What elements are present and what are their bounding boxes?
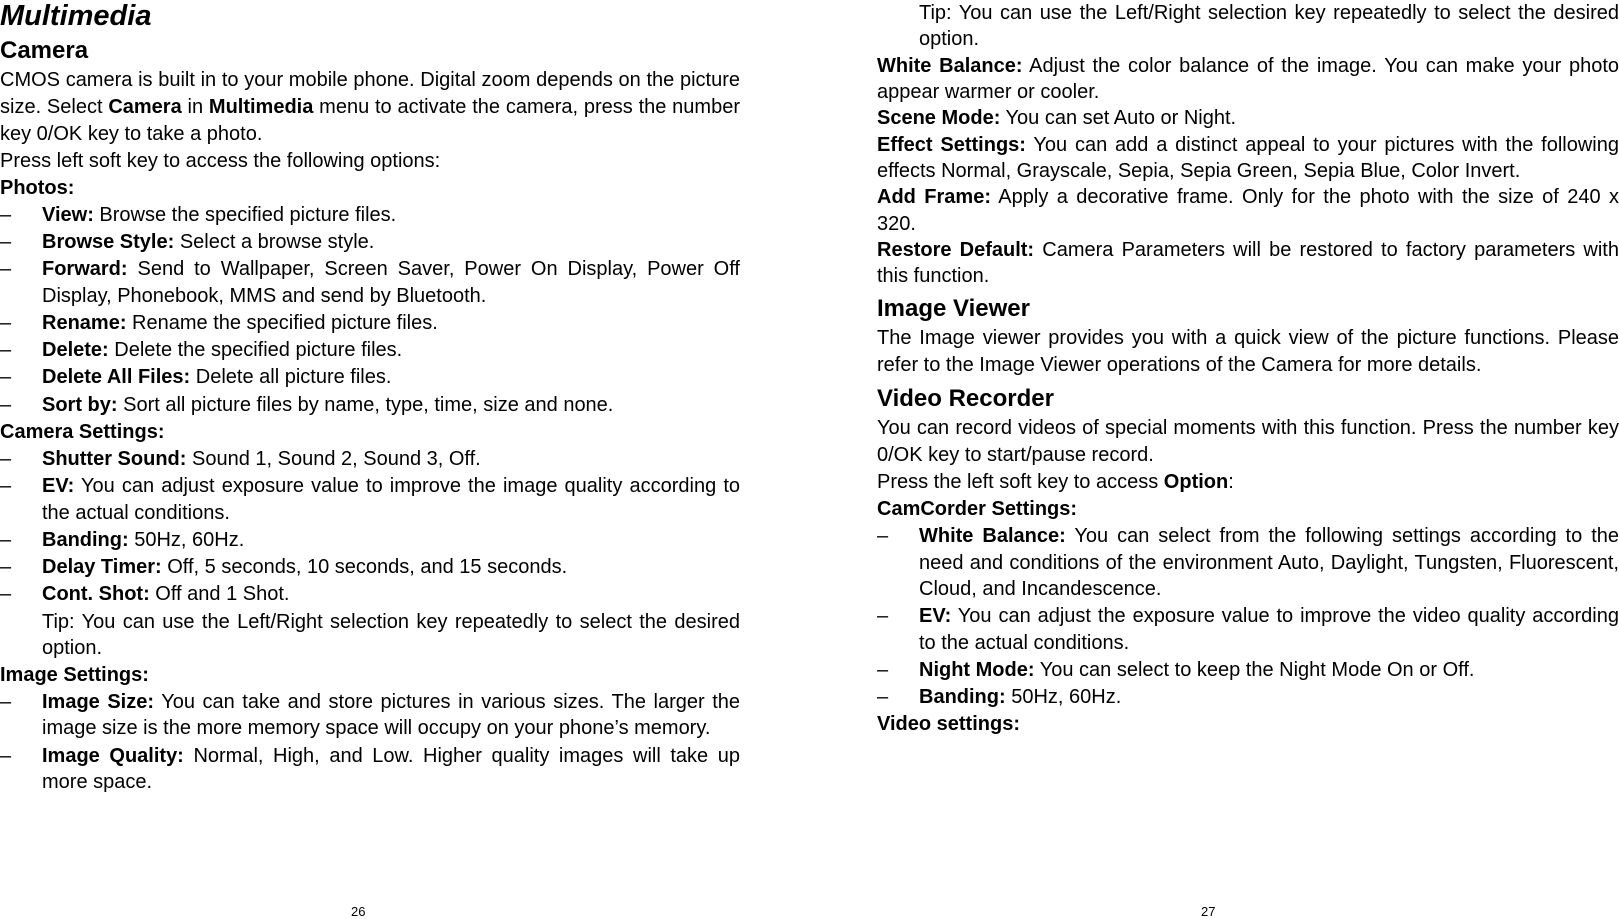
setting-text: Apply a decorative frame. Only for the photo with the size of 240 x 320. [877, 186, 1619, 235]
list-item [0, 202, 740, 228]
image-settings-heading: Image Settings: [0, 663, 149, 686]
item-label: Image Size: [42, 690, 155, 713]
item-label: Rename: [42, 312, 127, 335]
item-text: You can select to keep the Night Mode On or Off. [1034, 659, 1475, 682]
list-item [0, 256, 740, 309]
item-text: Browse the specified picture files. [93, 204, 397, 227]
list-item [0, 527, 740, 553]
list-item [0, 310, 740, 336]
setting-label: Effect Settings: [877, 133, 1026, 156]
item-label: Night Mode: [919, 659, 1035, 682]
item-text: Rename the specified picture files. [126, 312, 438, 335]
setting-paragraph [877, 184, 1619, 237]
setting-label: Add Frame: [877, 186, 991, 209]
item-text: Sound 1, Sound 2, Sound 3, Off. [186, 448, 481, 471]
setting-paragraph [877, 132, 1619, 185]
item-text: You can adjust exposure value to improve the image quality according to the actual conditions. [42, 475, 740, 524]
camcorder-settings-heading: CamCorder Settings: [877, 498, 1078, 521]
item-label: Shutter Sound: [42, 448, 187, 471]
image-settings-list [0, 689, 740, 795]
list-item [0, 229, 740, 255]
list-item [0, 446, 740, 472]
bullet-dash: – [877, 686, 889, 709]
item-label: Browse Style: [42, 231, 175, 254]
setting-text: Camera Parameters will be restored to factory parameters with this function. [877, 238, 1619, 288]
left-column [0, 0, 740, 796]
item-label: Sort by: [42, 393, 118, 416]
list-item [877, 523, 1619, 602]
item-label: Banding: [42, 529, 129, 552]
setting-label: Scene Mode: [877, 107, 1001, 130]
setting-text: You can add a distinct appeal to your pictures with the following effects Normal, Grayscale, Sepia, Sepia Green, Sepia Blue, Color Invert. [877, 133, 1619, 182]
bullet-dash: – [0, 583, 12, 606]
item-text: Off and 1 Shot. [149, 583, 290, 606]
item-text: You can adjust the exposure value to improve the video quality according to the actual conditions. [919, 605, 1619, 654]
item-text: Send to Wallpaper, Screen Saver, Power On Display, Power Off Display, Phonebook, MMS and send by Bluetooth. [42, 258, 740, 307]
item-text: Delete the specified picture files. [108, 339, 403, 362]
section-title: Multimedia [0, 0, 152, 32]
setting-paragraph [877, 53, 1619, 106]
item-label: EV: [919, 605, 952, 628]
setting-text: Adjust the color balance of the image. You can make your photo appear warmer or cooler. [877, 54, 1619, 104]
photos-list [0, 202, 740, 418]
press-left-text: Press left soft key to access the following options: [0, 149, 441, 172]
bullet-dash: – [877, 525, 889, 548]
bullet-dash: – [877, 659, 889, 682]
item-text: 50Hz, 60Hz. [1005, 686, 1122, 709]
item-text: Normal, High, and Low. Higher quality images will take up more space. [42, 744, 741, 793]
item-text: Delete all picture files. [190, 366, 392, 389]
camcorder-settings-list [877, 523, 1619, 710]
bullet-dash: – [0, 690, 12, 713]
bullet-dash: – [0, 231, 12, 254]
item-text: 50Hz, 60Hz. [128, 529, 245, 552]
item-label: Delay Timer: [42, 556, 162, 579]
page-number-left: 26 [351, 904, 366, 919]
bullet-dash: – [0, 475, 12, 498]
list-item [0, 581, 740, 607]
list-item [877, 603, 1619, 656]
bullet-dash: – [877, 605, 889, 628]
list-item [0, 554, 740, 580]
video-recorder-text: You can record videos of special moments with this function. Press the number key 0/OK key to start/pause record. [877, 417, 1619, 467]
list-item [877, 684, 1619, 710]
bullet-dash: – [0, 312, 12, 335]
camera-settings-heading: Camera Settings: [0, 420, 165, 443]
bullet-dash: – [0, 339, 12, 362]
camera-heading: Camera [0, 37, 89, 64]
right-page [877, 0, 1619, 918]
item-text: Off, 5 seconds, 10 seconds, and 15 seconds. [161, 556, 568, 579]
item-label: Delete: [42, 339, 109, 362]
bullet-dash: – [0, 366, 12, 389]
list-item [0, 743, 740, 796]
list-item [0, 392, 740, 418]
bullet-dash: – [0, 258, 12, 281]
video-settings-heading: Video settings: [877, 713, 1020, 736]
bullet-dash: – [0, 529, 12, 552]
item-label: Banding: [919, 686, 1006, 709]
image-viewer-text: The Image viewer provides you with a quick view of the picture functions. Please refer to the Image Viewer operations of the Camera for more details. [877, 327, 1619, 377]
list-item [0, 689, 740, 742]
bullet-dash: – [0, 393, 12, 416]
press-left-option: Press the left soft key to access Option: [877, 471, 1234, 494]
list-item [877, 657, 1619, 683]
camera-settings-paragraphs [877, 53, 1619, 290]
bullet-dash: – [0, 556, 12, 579]
setting-label: Restore Default: [877, 238, 1035, 261]
setting-text: You can set Auto or Night. [1000, 107, 1237, 130]
list-item [0, 337, 740, 363]
photos-heading: Photos: [0, 176, 75, 199]
item-label: Forward: [42, 258, 128, 281]
bullet-dash: – [0, 204, 12, 227]
item-text: Select a browse style. [174, 231, 375, 254]
item-text: You can select from the following settings according to the need and conditions of the environment Auto, Daylight, Tungsten, Fluorescent, Cloud, and Incandescence. [919, 525, 1619, 601]
setting-label: White Balance: [877, 54, 1023, 77]
video-recorder-heading: Video Recorder [877, 385, 1054, 413]
item-text: Sort all picture files by name, type, time, size and none. [117, 393, 614, 416]
image-viewer-heading: Image Viewer [877, 295, 1030, 323]
list-item [0, 364, 740, 390]
tip-text: Tip: You can use the Left/Right selection key repeatedly to select the desired option. [42, 610, 740, 660]
bullet-dash: – [0, 448, 12, 471]
camera-intro: CMOS camera is built in to your mobile phone. Digital zoom depends on the picture size. Select Camera in Multimedia menu to activate the camera, press the number key 0/OK key to take a photo. [0, 69, 740, 145]
page-number-right: 27 [1201, 904, 1216, 919]
item-label: Delete All Files: [42, 366, 191, 389]
left-page [0, 0, 740, 918]
item-label: Cont. Shot: [42, 583, 150, 606]
item-text: You can take and store pictures in various sizes. The larger the image size is the more memory space will occupy on your phone’s memory. [42, 690, 740, 740]
right-column [877, 0, 1619, 739]
bullet-dash: – [0, 744, 12, 767]
setting-paragraph [877, 237, 1619, 290]
item-label: White Balance: [919, 525, 1066, 548]
tip-text-continued: Tip: You can use the Left/Right selection key repeatedly to select the desired option. [919, 2, 1619, 51]
list-item [0, 473, 740, 526]
camera-settings-list [0, 446, 740, 608]
item-label: EV: [42, 475, 75, 498]
setting-paragraph [877, 105, 1619, 131]
item-label: View: [42, 204, 94, 227]
item-label: Image Quality: [42, 744, 184, 767]
